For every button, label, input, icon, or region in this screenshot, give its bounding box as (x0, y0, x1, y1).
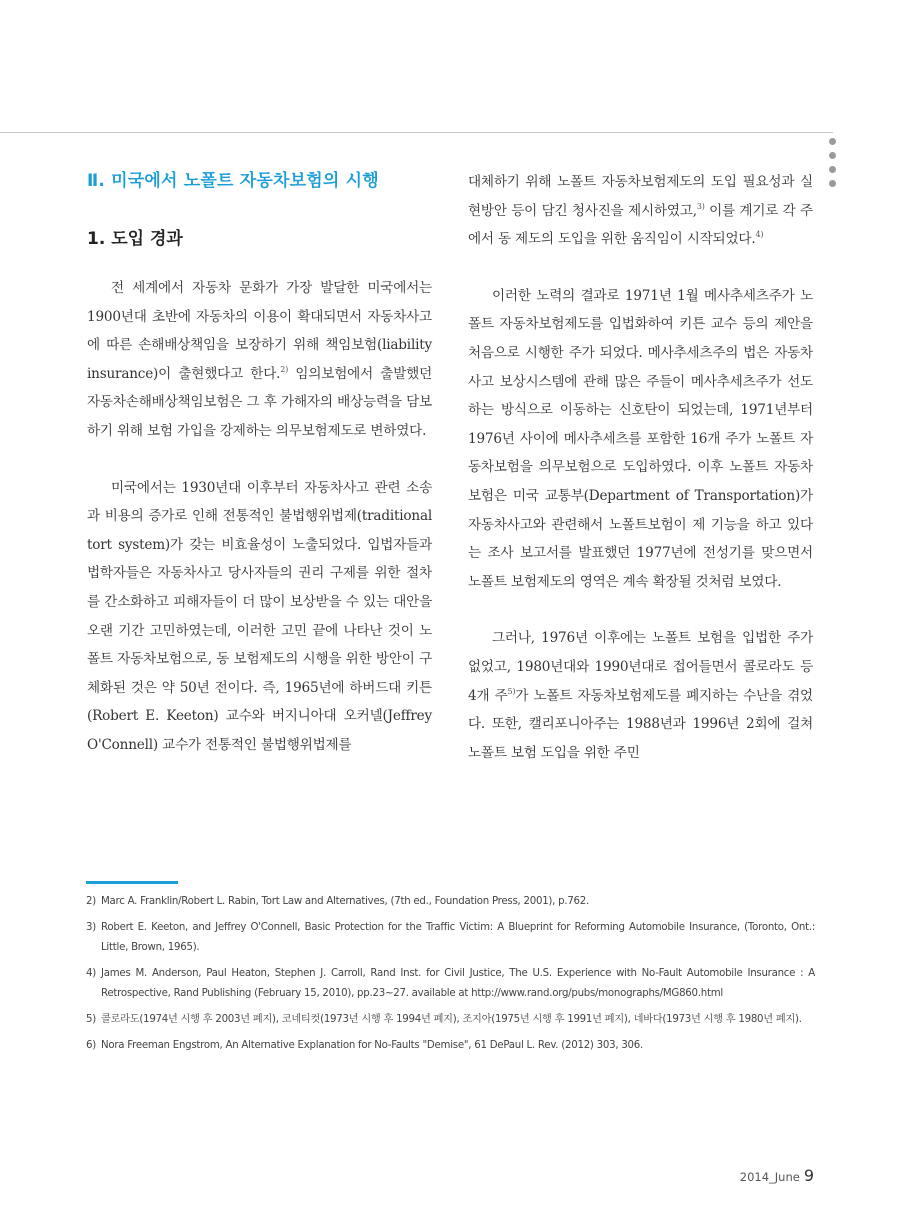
paragraph-text: 가 노폴트 자동차보험제도를 폐지하는 수난을 겪었다. 또한, 캘리포니아주는 1988년과 1996년 2회에 걸쳐 노폴트 보험 도입을 위한 주민 (468, 687, 813, 761)
footnote-ref[interactable]: 2) (280, 364, 289, 374)
paragraph-text: 전 세계에서 자동차 문화가 가장 발달한 미국에서는 1900년대 초반에 자동차의 이용이 확대되면서 자동차사고에 따른 손해배상책임을 보장하기 위해 책임보험(liability insurance)이 출현했다고 한다. (87, 280, 432, 382)
footnote-number: 6) (86, 1040, 96, 1051)
right-column (468, 168, 813, 767)
left-column (87, 168, 432, 760)
footnote-number: 2) (86, 896, 96, 907)
section-title: Ⅱ. 미국에서 노폴트 자동차보험의 시행 (87, 171, 379, 191)
subsection-title: 1. 도입 경과 (87, 229, 183, 249)
footnote-number: 4) (86, 968, 96, 979)
footnote-item (86, 892, 815, 912)
footnote-ref[interactable]: 5) (507, 686, 516, 696)
paragraph-text: 대체하기 위해 노폴트 자동차보험제도의 도입 필요성과 실현방안 등이 담긴 청사진을 제시하였고, (468, 174, 813, 219)
paragraph: 이러한 노력의 결과로 1971년 1월 메사추세츠주가 노폴트 자동차보험제도를 입법화하여 키튼 교수 등의 제안을 처음으로 시행한 주가 되었다. 메사추세츠주의 법은 자동차사고 보상시스템에 관해 많은 주들이 메사추세츠주가 선도하는 방식으로 이동하는 신호탄이 되었는데, 1971년부터 1976년 사이에 메사추세츠를 포함한 16개 주가 노폴트 자동차보험을 의무보험으로 도입하였다. 이후 노폴트 자동차보험은 미국 교통부(Department of Transportation)가 자동차사고와 관련해서 노폴트보험이 제 기능을 하고 있다는 조사 보고서를 발표했던 1977년에 전성기를 맞으면서 노폴트 보험제도의 영역은 계속 확장될 것처럼 보였다. (468, 287, 813, 590)
paragraph (468, 624, 813, 767)
paragraph-text: 그러나, 1976년 이후에는 노폴트 보험을 입법한 주가 없었고, 1980년대와 1990년대로 접어들면서 콜로라도 등 4개 주 (468, 630, 813, 704)
footnote-text[interactable]: James M. Anderson, Paul Heaton, Stephen J. Carroll, Rand Inst. for Civil Justice, The U.S. Experience with No-Fault Automobile Insurance : A Retrospective, Rand Publishing (February 15, 2010), pp.23~27. available at http://www.rand.org/pubs/monographs/MG860.html (101, 968, 815, 999)
paragraph-text: 이를 계기로 각 주에서 동 제도의 도입을 위한 움직임이 시작되었다. (468, 202, 813, 248)
footnote-text: Marc A. Franklin/Robert L. Rabin, Tort Law and Alternatives, (7th ed., Foundation Press, 2001), p.762. (101, 896, 590, 907)
dot-icon (829, 138, 836, 145)
paragraph: 미국에서는 1930년대 이후부터 자동차사고 관련 소송과 비용의 증가로 인해 전통적인 불법행위법제(traditional tort system)가 갖는 비효율성이 노출되었다. 입법자들과 법학자들은 자동차사고 당사자들의 권리 구제를 위한 절차를 간소화하고 피해자들이 더 많이 보상받을 수 있는 대안을 오랜 기간 고민하였는데, 이러한 고민 끝에 나타난 것이 노폴트 자동차보험으로, 동 보험제도의 시행을 위한 방안이 구체화된 것은 약 50년 전이다. 즉, 1965년에 하버드대 키튼(Robert E. Keeton) 교수와 버지니아대 오커넬(Jeffrey O'Connell) 교수가 전통적인 불법행위법제를 (87, 479, 432, 753)
page-number: 9 (803, 1166, 814, 1185)
footnote-text: 콜로라도(1974년 시행 후 2003년 폐지), 코네티컷(1973년 시행 후 1994년 폐지), 조지아(1975년 시행 후 1991년 폐지), 네바다(1973년 시행 후 1980년 폐지). (101, 1014, 802, 1025)
footnote-text: Robert E. Keeton, and Jeffrey O'Connell, Basic Protection for the Traffic Victim: A Blueprint for Reforming Automobile Insurance, (Toronto, Ont.: Little, Brown, 1965). (101, 922, 815, 953)
footnote-ref[interactable]: 4) (755, 230, 764, 240)
footnote-number: 5) (86, 1014, 96, 1025)
footnote-item (86, 918, 815, 958)
footnote-item (86, 964, 815, 1004)
footnote-divider (86, 881, 178, 884)
footnote-number: 3) (86, 922, 96, 933)
decorative-dots (829, 138, 839, 194)
footnotes (86, 892, 815, 1062)
header-rule (0, 132, 833, 133)
footnote-item (86, 1036, 815, 1056)
paragraph (87, 274, 432, 446)
dot-icon (829, 166, 836, 173)
footnote-ref[interactable]: 3) (696, 201, 705, 211)
paragraph (468, 168, 813, 254)
paragraph-text: 임의보험에서 출발했던 자동차손해배상책임보험은 그 후 가해자의 배상능력을 담보하기 위해 보험 가입을 강제하는 의무보험제도로 변하였다. (87, 365, 433, 439)
dot-icon (829, 180, 836, 187)
dot-icon (829, 152, 836, 159)
page-footer (740, 1166, 814, 1185)
footnote-text: Nora Freeman Engstrom, An Alternative Explanation for No-Faults "Demise", 61 DePaul L. Rev. (2012) 303, 306. (101, 1040, 644, 1051)
footnote-item (86, 1010, 815, 1030)
issue-label: 2014_June (739, 1170, 800, 1184)
